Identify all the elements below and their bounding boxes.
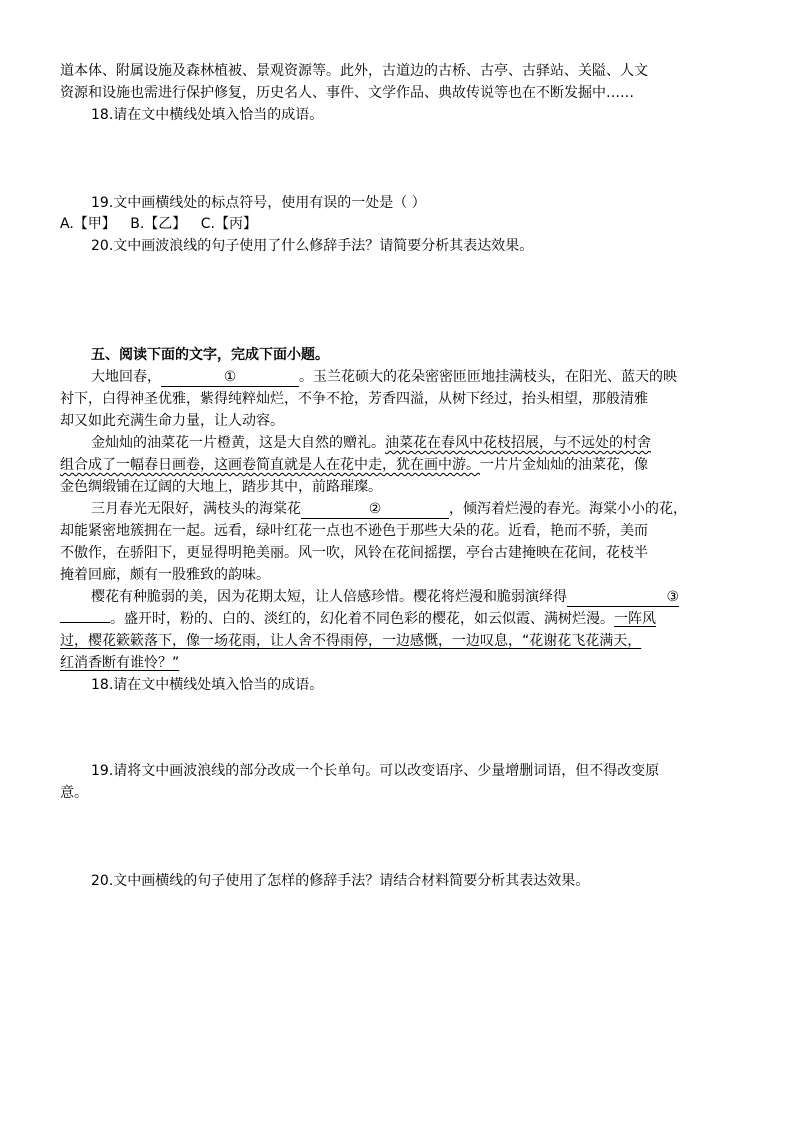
- passage-line: [91, 586, 771, 608]
- passage-line: 却能紧密地簇拥在一起。远看，绿叶红花一点也不逊色于那些大朵的花。近看，艳而不骄，美而: [60, 523, 648, 539]
- passage-line: 道本体、附属设施及森林植被、景观资源等。此外，古道边的古桥、古亭、古驿站、关隘、人文: [60, 63, 648, 79]
- text-run: 金灿灿的油菜花一片橙黄，这是大自然的赠礼。: [91, 435, 385, 451]
- passage-line: 不傲作，在骄阳下，更显得明艳美丽。风一吹，风铃在花间摇摆，亭台古建掩映在花间，花枝半: [60, 545, 648, 561]
- text-run: 樱花有种脆弱的美，因为花期太短，让人倍感珍惜。樱花将烂漫和脆弱演绎得: [91, 589, 567, 605]
- passage-line: 衬下，白得神圣优雅，紫得纯粹灿烂，不争不抢，芳香四溢，从树下经过，抬头相望，那般清雅: [60, 391, 648, 407]
- passage-line: 金色绸缎铺在辽阔的大地上，踏步其中，前路璀璨。: [60, 479, 382, 495]
- question-19-continued: 意。: [60, 785, 88, 801]
- underlined-text: 一阵风: [614, 611, 656, 627]
- underlined-text: 红消香断有谁怜？”: [60, 655, 180, 671]
- passage-line: 却又如此充满生命力量，让人动容。: [60, 413, 284, 429]
- passage-line: 资源和设施也需进行保护修复，历史名人、事件、文学作品、典故传说等也在不断发掘中……: [60, 85, 634, 101]
- option-c: C.【丙】: [200, 216, 257, 232]
- question-19: 19.请将文中画波浪线的部分改成一个长单句。可以改变语序、少量增删词语，但不得改变原: [91, 763, 660, 779]
- option-b: B.【乙】: [130, 216, 187, 232]
- blank-1: ①: [161, 368, 299, 387]
- text-run: 。盛开时，粉的、白的、淡红的，幻化着不同色彩的樱花，如云似霞、满树烂漫。: [110, 611, 614, 627]
- passage-line: [60, 652, 740, 674]
- passage-line: [60, 608, 740, 630]
- question-19: 19.文中画横线处的标点符号，使用有误的一处是（ ）: [91, 195, 426, 211]
- blank-2: ②: [301, 500, 449, 519]
- question-18: 18.请在文中横线处填入恰当的成语。: [91, 677, 324, 693]
- blank-3: ③: [567, 588, 679, 607]
- text-run: 一片片金灿灿的油菜花，像: [480, 457, 648, 473]
- text-run: 。玉兰花硕大的花朵密密匝匝地挂满枝头，在阳光、蓝天的映: [299, 369, 677, 385]
- passage-line: [91, 498, 771, 520]
- passage-line: [91, 432, 771, 454]
- question-20: 20.文中画横线的句子使用了怎样的修辞手法？请结合材料简要分析其表达效果。: [91, 873, 590, 889]
- blank-3-continued: [60, 622, 110, 623]
- passage-line: [60, 454, 740, 476]
- question-18: 18.请在文中横线处填入恰当的成语。: [91, 107, 324, 123]
- option-a: A.【甲】: [60, 216, 116, 232]
- wavy-underlined-text: 油菜花在春风中花枝招展，与不远处的村舍: [385, 435, 651, 451]
- passage-line: 掩着回廊，颇有一股雅致的韵味。: [60, 567, 270, 583]
- question-19-options: [60, 213, 740, 235]
- passage-line: [91, 366, 771, 388]
- passage-line: [60, 630, 740, 652]
- text-run: ，倾泻着烂漫的春光。海棠小小的花，: [449, 501, 687, 517]
- text-run: 三月春光无限好，满枝头的海棠花: [91, 501, 301, 517]
- wavy-underlined-text: 组合成了一幅春日画卷，这画卷简直就是人在花中走，犹在画中游。: [60, 457, 480, 473]
- text-run: 大地回春，: [91, 369, 161, 385]
- question-20: 20.文中画波浪线的句子使用了什么修辞手法？请简要分析其表达效果。: [91, 238, 534, 254]
- section-heading: 五、阅读下面的文字，完成下面小题。: [91, 347, 329, 363]
- underlined-text: 过，樱花簌簌落下，像一场花雨，让人舍不得雨停，一边感慨，一边叹息，“花谢花飞花满天，: [60, 633, 642, 649]
